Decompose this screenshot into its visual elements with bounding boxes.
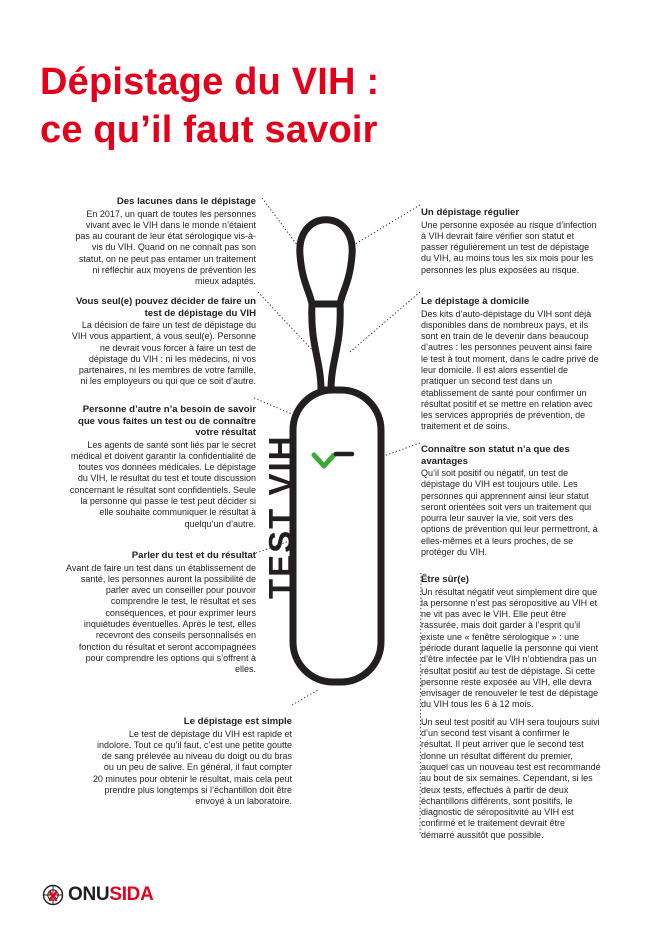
section-heading: Le dépistage à domicile	[421, 296, 530, 307]
section-heading: Personne d’autre n’a besoin de savoir que vous faites un test ou de connaître votre résultat	[77, 404, 256, 438]
section-domicile	[421, 296, 601, 439]
title-line-1: Dépistage du VIH :	[40, 61, 380, 103]
section-heading: Parler du test et du résultat	[131, 550, 256, 561]
section-parler	[66, 550, 256, 681]
section-heading: Le dépistage est simple	[183, 716, 292, 727]
section-regulier	[421, 207, 597, 282]
swab-head	[300, 220, 352, 304]
section-etre-sur	[421, 574, 601, 847]
section-avantages	[421, 444, 601, 564]
section-heading: Être sûr(e)	[421, 574, 469, 585]
check-chevron-icon	[314, 455, 334, 466]
un-emblem-icon	[42, 884, 64, 906]
device-body	[293, 390, 381, 682]
title-line-2: ce qu’il faut savoir	[40, 109, 378, 151]
section-paragraph: Les agents de santé sont liés par le secret médical et doivent garantir la confidentialité de toutes vos données médicales. Le dépistage du VIH, le résultat du test et toute discussion concernant le résultat sont confidentiels. Seule la personne qui passe le test peut décider si elle souhaite communiquer le résultat à quelqu’un d’autre.	[69, 439, 256, 529]
section-confidentialite	[66, 404, 256, 536]
section-paragraph: Une personne exposée au risque d’infection à VIH devrait faire vérifier son statut et passer régulièrement un test de dépistage du VIH, au moins tous les six mois pour les personnes les plus exposées au risque.	[421, 219, 597, 275]
section-paragraph: Le test de dépistage du VIH est rapide et indolore. Tout ce qu’il faut, c’est une petite goutte de sang prélevée au niveau du doigt ou du bras ou un peu de salive. En général, il faut compter 20 minutes pour obtenir le résultat, mais cela peut prendre plus longtemps si l’échantillon doit être envoyé à un laboratoire.	[92, 728, 292, 807]
section-paragraph: Un seul test positif au VIH sera toujours suivi d’un second test visant à confirmer le résultat. Il peut arriver que le second test donne un résultat différent du premier, auquel cas un nouveau test est recommandé au bout de six semaines. Cependant, si les deux tests, effectués à partir de deux échantillons différents, sont positifs, le diagnostic de séropositivité au VIH est confirmé et le traitement devrait être démarré aussitôt que possible.	[421, 716, 601, 840]
section-paragraph: Avant de faire un test dans un établissement de santé, les personnes auront la possibilité de parler avec un conseiller pour pouvoir comprendre le test, le résultat et ses conséquences, et pour exprimer leurs inquiétudes éventuelles. Après le test, elles recevront des conseils personnalisés en fonction du résultat et seront accompagnées pour comprendre les options qui s’offrent à elles.	[66, 562, 256, 675]
logo-prefix: ONU	[68, 884, 110, 905]
section-paragraph: Qu’il soit positif ou négatif, un test de dépistage du VIH est toujours utile. Les personnes qui apprennent ainsi leur statut seront orientées soit vers un traitement qui pourra leur sauver la vie, soit vers des options de prévention qui leur permettront, à elles-mêmes et à leurs proches, de se protéger du VIH.	[421, 468, 598, 558]
logo-suffix: SIDA	[109, 884, 154, 905]
section-paragraph: Des kits d’auto-dépistage du VIH sont déjà disponibles dans de nombreux pays, et ils sont en train de le devenir dans beaucoup d’autres : les personnes peuvent ainsi faire le test à tout moment, dans le cadre privé de leur domicile. Il est alors essentiel de pratiquer un second test dans un établissement de santé pour confirmer un résultat positif et se mettre en relation avec les services appropriés de prévention, de traitement et de soins.	[421, 308, 599, 432]
section-heading: Connaître son statut n’a que des avantages	[421, 444, 570, 467]
section-heading: Vous seul(e) pouvez décider de faire un test de dépistage du VIH	[75, 296, 256, 319]
section-paragraph: En 2017, un quart de toutes les personnes vivant avec le VIH dans le monde n’étaient pas au courant de leur état sérologique vis-à-vis du VIH. Quand on ne connaît pas son statut, on ne peut pas entamer un traitement ni réfléchir aux moyens de prévention les mieux adaptés.	[75, 208, 256, 287]
section-decision	[70, 296, 256, 394]
device-neck	[312, 304, 340, 390]
section-heading: Des lacunes dans le dépistage	[116, 196, 256, 207]
section-lacunes	[70, 196, 256, 294]
logo-wordmark	[68, 884, 154, 906]
onusida-logo	[42, 884, 154, 906]
section-paragraph: Un résultat négatif veut simplement dire que la personne n’est pas séropositive au VIH et ne vit pas avec le VIH. Elle peut être rassurée, mais doit garder à l’esprit qu’il existe une « fenêtre sérologique » : une période durant laquelle la personne qui vient d’être infectée par le VIH n’obtiendra pas un résultat positif au test de dépistage. Si cette personne reste exposée au VIH, elle devra envisager de renouveler le test de dépistage du VIH tous les 6 à 12 mois.	[421, 586, 599, 710]
section-heading: Un dépistage régulier	[421, 207, 520, 218]
section-paragraph: La décision de faire un test de dépistage du VIH vous appartient, à vous seul(e). Personne ne devrait vous forcer à faire un test de dépistage du VIH : ni les médecins, ni vos partenaires, ni les membres de votre famille, ni les employeurs ou qui que ce soit d’autre.	[71, 320, 256, 387]
result-window-icon	[314, 454, 352, 466]
test-vih-label: TEST VIH	[262, 434, 299, 599]
section-simple	[92, 716, 292, 814]
